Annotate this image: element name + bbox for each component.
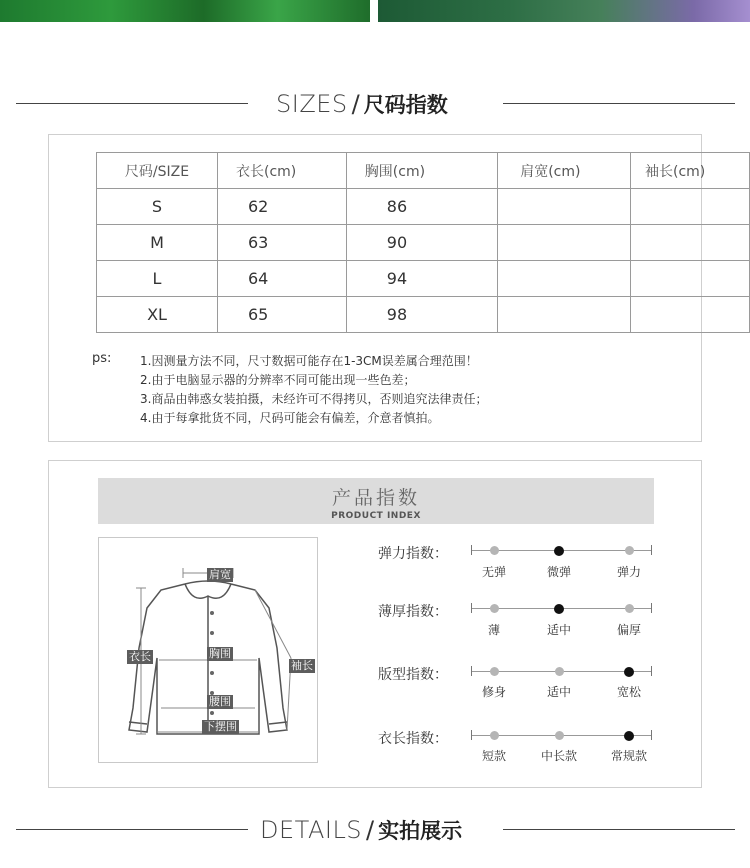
scale-dot xyxy=(554,546,564,556)
table-row xyxy=(97,261,750,297)
table-cell xyxy=(498,189,631,225)
scale-option: 短款 xyxy=(481,749,507,763)
scale-option: 微弹 xyxy=(546,565,572,579)
scale-option: 偏厚 xyxy=(616,623,642,637)
scale-tick xyxy=(471,666,472,676)
elasticity-label: 弹力指数： xyxy=(378,546,448,562)
scale-dot xyxy=(490,546,499,555)
details-heading: DETAILS / 实拍展示 xyxy=(260,816,463,844)
size-table xyxy=(96,152,750,333)
table-cell: 64 xyxy=(218,261,347,297)
sizes-heading: SIZES / 尺码指数 xyxy=(276,90,448,118)
divider-line xyxy=(503,829,735,830)
note-item: 1.因测量方法不同，尺寸数据可能存在1-3CM误差属合理范围！ xyxy=(140,354,478,368)
shirt-diagram xyxy=(98,537,318,763)
scale-tick xyxy=(471,603,472,613)
notes-label: ps: xyxy=(92,351,112,366)
table-cell: 86 xyxy=(346,189,497,225)
scale-option: 中长款 xyxy=(540,749,578,763)
divider-line xyxy=(16,103,248,104)
table-cell: XL xyxy=(97,297,218,333)
hem-tag: 下摆围 xyxy=(204,720,237,733)
sleeve-tag: 袖长 xyxy=(291,659,313,672)
table-row xyxy=(97,225,750,261)
scale-option: 薄 xyxy=(487,623,501,637)
table-cell: 94 xyxy=(346,261,497,297)
scale-tick xyxy=(471,545,472,555)
note-item: 2.由于电脑显示器的分辨率不同可能出现一些色差； xyxy=(140,373,416,387)
scale-dot xyxy=(624,731,634,741)
table-row xyxy=(97,297,750,333)
table-cell: S xyxy=(97,189,218,225)
product-photo-right xyxy=(378,0,750,22)
product-photo-left xyxy=(0,0,370,22)
product-index-banner xyxy=(98,478,654,524)
table-cell xyxy=(498,297,631,333)
table-cell xyxy=(498,225,631,261)
note-item: 4.由于每拿批货不同，尺码可能会有偏差，介意者慎拍。 xyxy=(140,411,440,425)
scale-dot xyxy=(625,546,634,555)
chest-tag: 胸围 xyxy=(209,647,231,660)
table-cell: L xyxy=(97,261,218,297)
table-cell xyxy=(498,261,631,297)
product-index-title: 产品指数 xyxy=(331,487,420,509)
scale-option: 宽松 xyxy=(616,685,642,699)
table-cell xyxy=(630,297,749,333)
length-tag: 衣长 xyxy=(129,650,151,663)
scale-dot xyxy=(625,604,634,613)
scale-tick xyxy=(651,545,652,555)
shoulder-tag: 肩宽 xyxy=(209,568,231,581)
table-cell: 62 xyxy=(218,189,347,225)
table-cell: M xyxy=(97,225,218,261)
table-cell: 65 xyxy=(218,297,347,333)
scale-dot xyxy=(555,731,564,740)
scale-option: 适中 xyxy=(546,623,572,637)
scale-option: 常规款 xyxy=(610,749,648,763)
table-row xyxy=(97,189,750,225)
scale-tick xyxy=(651,730,652,740)
header-cell: 衣长(cm) xyxy=(218,153,347,189)
waist-tag: 腰围 xyxy=(209,695,231,708)
header-cell: 肩宽(cm) xyxy=(498,153,631,189)
table-cell: 98 xyxy=(346,297,497,333)
scale-dot xyxy=(490,604,499,613)
scale-dot xyxy=(490,667,499,676)
header-cell: 胸围(cm) xyxy=(346,153,497,189)
table-cell: 63 xyxy=(218,225,347,261)
divider-line xyxy=(503,103,735,104)
table-cell xyxy=(630,261,749,297)
divider-line xyxy=(16,829,248,830)
scale-tick xyxy=(471,730,472,740)
scale-dot xyxy=(490,731,499,740)
scale-tick xyxy=(651,603,652,613)
header-cell: 袖长(cm) xyxy=(630,153,749,189)
thickness-label: 薄厚指数： xyxy=(378,604,448,620)
scale-tick xyxy=(651,666,652,676)
table-header-row xyxy=(97,153,750,189)
fit-label: 版型指数： xyxy=(378,667,448,683)
note-item: 3.商品由韩惑女装拍摄，未经许可不得拷贝，否则追究法律责任； xyxy=(140,392,488,406)
scale-dot xyxy=(554,604,564,614)
scale-dot xyxy=(624,667,634,677)
scale-option: 修身 xyxy=(481,685,507,699)
table-cell xyxy=(630,189,749,225)
scale-option: 弹力 xyxy=(616,565,642,579)
scale-dot xyxy=(555,667,564,676)
table-cell xyxy=(630,225,749,261)
table-cell: 90 xyxy=(346,225,497,261)
length-index-label: 衣长指数： xyxy=(378,731,448,747)
product-index-subtitle: PRODUCT INDEX xyxy=(331,511,421,521)
header-cell: 尺码/SIZE xyxy=(97,153,218,189)
scale-option: 适中 xyxy=(546,685,572,699)
scale-option: 无弹 xyxy=(481,565,507,579)
